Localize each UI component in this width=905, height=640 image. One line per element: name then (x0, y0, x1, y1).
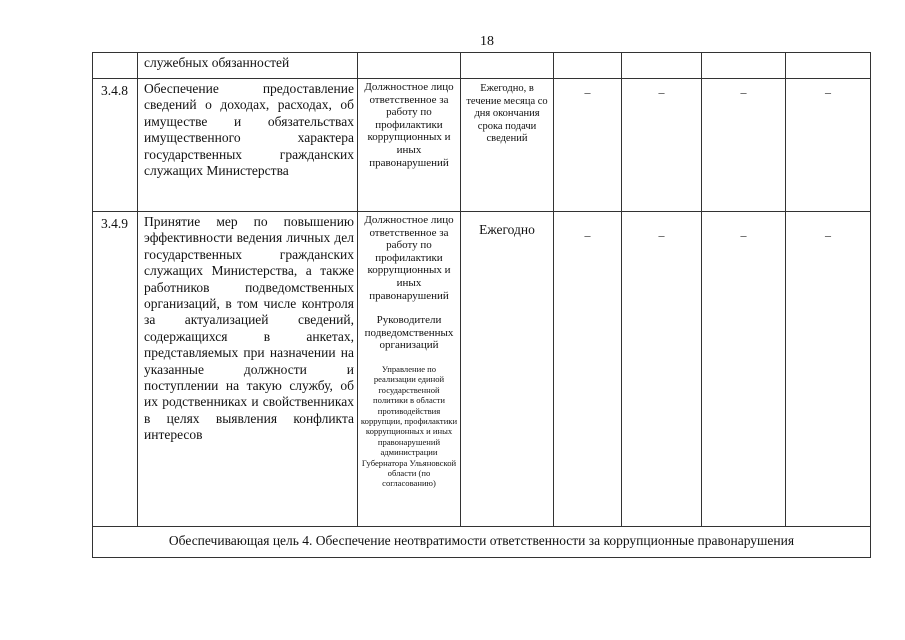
table-row-continuation (93, 53, 871, 79)
table-row-3-4-8 (93, 79, 871, 212)
measures-table (92, 52, 871, 558)
value-cell: – (786, 212, 871, 527)
responsible-persons (358, 212, 461, 527)
page-number: 18 (480, 34, 494, 49)
cell-empty (622, 53, 702, 79)
value-cell: – (786, 79, 871, 212)
cell-empty (702, 53, 786, 79)
value-cell: – (702, 212, 786, 527)
cell-empty (358, 53, 461, 79)
responsible-person: Должностное лицо ответственное за работу по профилактики коррупционных и иных правонарушений (358, 79, 461, 212)
cell-empty (461, 53, 554, 79)
responsible-department: Управление по реализации единой государственной политики в области противодействия коррупции, профилактики коррупционных и иных правонарушений администрации Губернатора Ульяновской области (по согласованию) (360, 363, 458, 489)
value-cell: – (622, 212, 702, 527)
responsible-heads: Руководители подведомственных организаций (364, 314, 454, 352)
deadline: Ежегодно, в течение месяца со дня окончания срока подачи сведений (461, 79, 554, 212)
row-number: 3.4.9 (93, 212, 138, 527)
table-row-3-4-9 (93, 212, 871, 527)
responsible-person: Должностное лицо ответственное за работу по профилактики коррупционных и иных правонарушений (364, 214, 454, 302)
value-cell: – (622, 79, 702, 212)
cell-empty (554, 53, 622, 79)
measure-text: Принятие мер по повышению эффективности ведения личных дел государственных гражданских служащих Министерства, а также работников подведомственных организаций, в том числе контроля за актуализацией сведений, содержащихся в анкетах, представляемых при назначении на указанные должности и поступлении на такую службу, об их родственниках и свойственниках в целях выявления конфликта интересов (138, 212, 358, 527)
row-number: 3.4.8 (93, 79, 138, 212)
cell-empty (786, 53, 871, 79)
continuation-text: служебных обязанностей (138, 53, 358, 79)
value-cell: – (554, 212, 622, 527)
cell-num-empty (93, 53, 138, 79)
table-row-goal (93, 527, 871, 558)
value-cell: – (702, 79, 786, 212)
value-cell: – (554, 79, 622, 212)
measure-text: Обеспечение предоставление сведений о доходах, расходах, об имуществе и обязательствах имущественного характера государственных гражданских служащих Министерства (138, 79, 358, 212)
deadline: Ежегодно (461, 212, 554, 527)
goal-heading: Обеспечивающая цель 4. Обеспечение неотвратимости ответственности за коррупционные правонарушения (93, 527, 871, 558)
